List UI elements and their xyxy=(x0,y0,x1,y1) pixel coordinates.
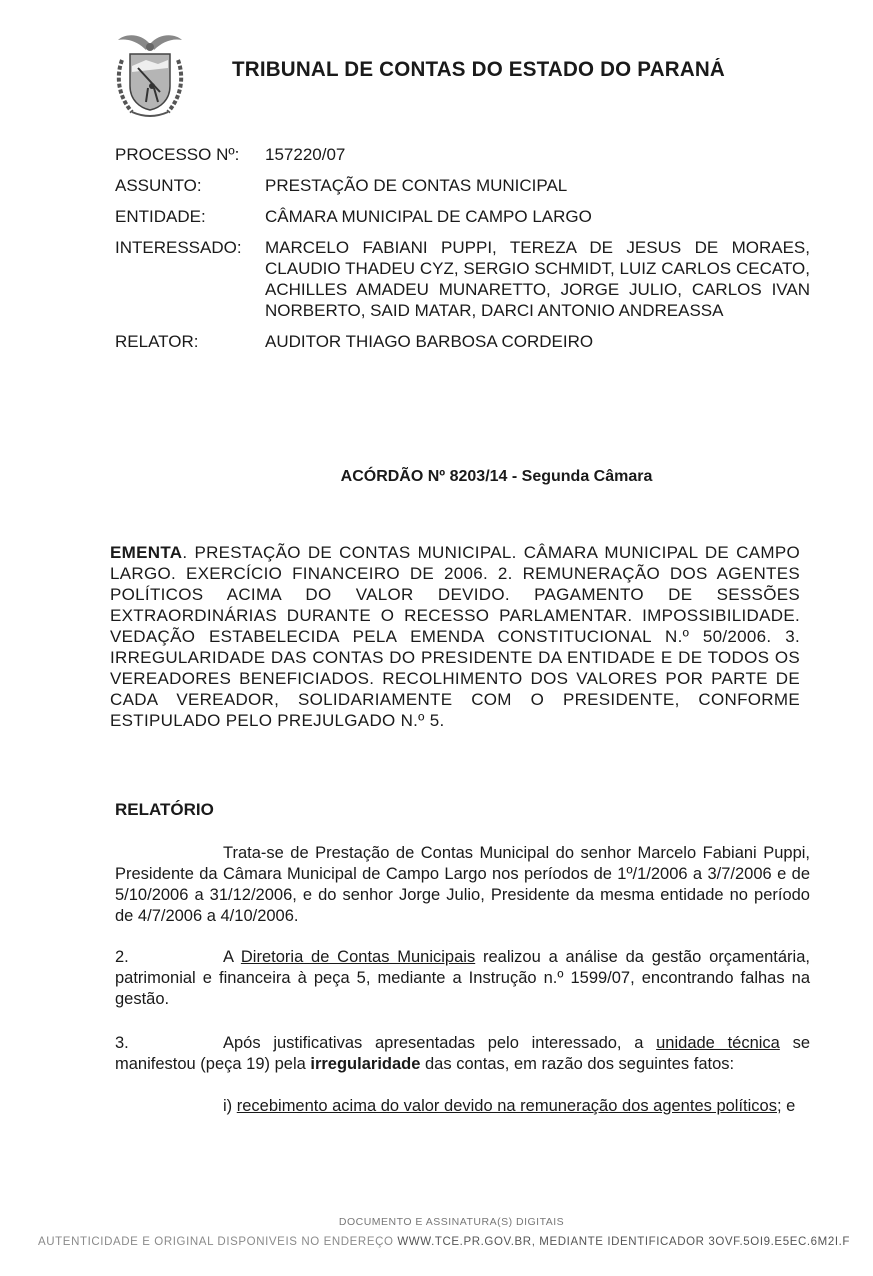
meta-label: ENTIDADE: xyxy=(115,207,206,226)
paragraph-text: A xyxy=(223,948,241,966)
relatorio-paragraph-1 xyxy=(115,843,810,927)
paragraph-text: das contas, em razão dos seguintes fatos: xyxy=(420,1055,735,1073)
ementa-label: EMENTA xyxy=(110,543,183,562)
meta-value: 157220/07 xyxy=(265,145,346,164)
item-suffix: ; e xyxy=(776,1097,796,1115)
organization-title: TRIBUNAL DE CONTAS DO ESTADO DO PARANÁ xyxy=(232,58,726,81)
parana-coat-of-arms-icon xyxy=(112,30,188,122)
meta-value: CÂMARA MUNICIPAL DE CAMPO LARGO xyxy=(265,207,592,226)
item-marker: i) xyxy=(223,1097,237,1115)
meta-row-interessado xyxy=(115,237,810,321)
paragraph-text: Após justificativas apresentadas pelo interessado, a xyxy=(223,1034,657,1052)
relatorio-paragraph-3 xyxy=(115,1033,810,1075)
meta-label: ASSUNTO: xyxy=(115,176,202,195)
paragraph-text: realizou a análise da gestão orçamentária, patrimonial e financeira à peça 5, mediante a Instrução n.º 1599/07, encontrando falhas na gestão. xyxy=(115,948,810,1008)
diretoria-reference: Diretoria de Contas Municipais xyxy=(240,948,476,966)
meta-row-relator xyxy=(115,331,810,352)
meta-label: INTERESSADO: xyxy=(115,238,242,257)
meta-value: MARCELO FABIANI PUPPI, TEREZA DE JESUS DE MORAES, CLAUDIO THADEU CYZ, SERGIO SCHMIDT, LUIZ CARLOS CECATO, ACHILLES AMADEU MUNARETTO, JORGE JULIO, CARLOS IVAN NORBERTO, SAID MATAR, DARCI ANTONIO ANDREASSA xyxy=(265,238,810,320)
meta-label: PROCESSO Nº: xyxy=(115,145,240,164)
unidade-tecnica-reference: unidade técnica xyxy=(656,1034,780,1052)
acordao-heading: ACÓRDÃO Nº 8203/14 - Segunda Câmara xyxy=(340,468,653,485)
relatorio-heading: RELATÓRIO xyxy=(115,800,214,819)
ementa-paragraph xyxy=(110,542,800,731)
meta-label: RELATOR: xyxy=(115,332,199,351)
item-text: recebimento acima do valor devido na remuneração dos agentes políticos xyxy=(236,1097,777,1115)
relatorio-item-i xyxy=(115,1096,810,1117)
relatorio-paragraph-2 xyxy=(115,947,810,1010)
meta-value: PRESTAÇÃO DE CONTAS MUNICIPAL xyxy=(265,176,568,195)
meta-row-entidade xyxy=(115,206,810,227)
footer-url-identifier: WWW.TCE.PR.GOV.BR, MEDIANTE IDENTIFICADOR 3OVF.5OI9.E5EC.6M2I.F xyxy=(397,1236,851,1248)
meta-value: AUDITOR THIAGO BARBOSA CORDEIRO xyxy=(265,332,594,351)
paragraph-number: 2. xyxy=(115,948,129,966)
footer-authenticity xyxy=(38,1236,850,1248)
paragraph-text: se manifestou (peça 19) pela xyxy=(115,1034,811,1073)
meta-row-assunto xyxy=(115,175,810,196)
ementa-text: . PRESTAÇÃO DE CONTAS MUNICIPAL. CÂMARA MUNICIPAL DE CAMPO LARGO. EXERCÍCIO FINANCEIRO DE 2006. 2. REMUNERAÇÃO DOS AGENTES POLÍTICOS ACIMA DO VALOR DEVIDO. PAGAMENTO DE SESSÕES EXTRAORDINÁRIAS DURANTE O RECESSO PARLAMENTAR. IMPOSSIBILIDADE. VEDAÇÃO ESTABELECIDA PELA EMENDA CONSTITUCIONAL N.º 50/2006. 3. IRREGULARIDADE DAS CONTAS DO PRESIDENTE DA ENTIDADE E DE TODOS OS VEREADORES BENEFICIADOS. RECOLHIMENTO DOS VALORES POR PARTE DE CADA VEREADOR, SOLIDARIAMENTE COM O PRESIDENTE, CONFORME ESTIPULADO PELO PREJULGADO N.º 5. xyxy=(110,543,800,730)
paragraph-number: 3. xyxy=(115,1034,129,1052)
footer-digital-signature: DOCUMENTO E ASSINATURA(S) DIGITAIS xyxy=(338,1216,565,1228)
paragraph-text: Trata-se de Prestação de Contas Municipal do senhor Marcelo Fabiani Puppi, Presidente da Câmara Municipal de Campo Largo nos períodos de 1º/1/2006 a 3/7/2006 e de 5/10/2006 a 31/12/2006, e do senhor Jorge Julio, Presidente da mesma entidade no período de 4/7/2006 a 4/10/2006. xyxy=(115,844,810,925)
process-metadata xyxy=(115,144,810,362)
footer-authenticity-text: AUTENTICIDADE E ORIGINAL DISPONIVEIS NO ENDEREÇO xyxy=(38,1236,398,1248)
irregularidade-emphasis: irregularidade xyxy=(310,1055,421,1073)
meta-row-processo xyxy=(115,144,810,165)
